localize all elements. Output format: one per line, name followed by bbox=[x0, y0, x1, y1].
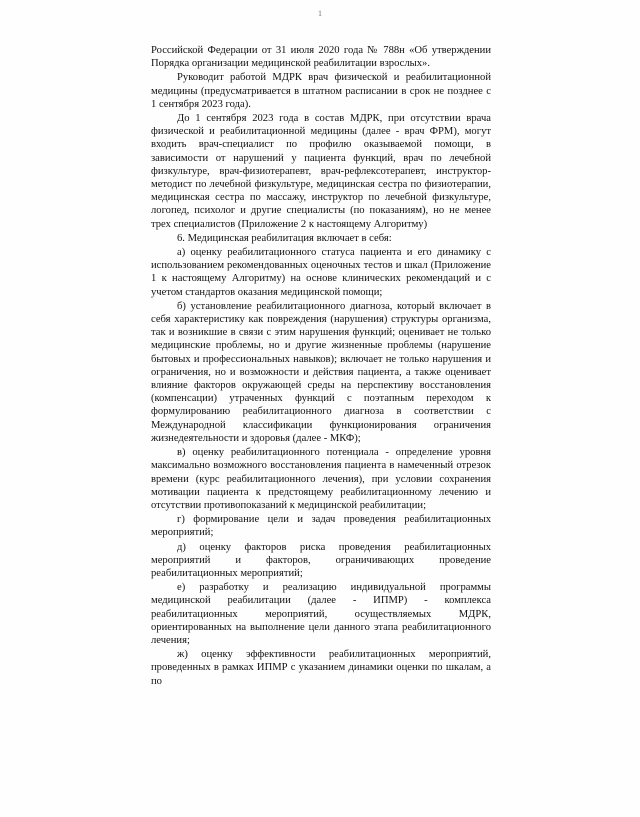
paragraph-item-zh: ж) оценку эффективности реабилитационных мероприятий, проведенных в рамках ИПМР с указанием динамики оценки по шкалам, а по bbox=[151, 649, 491, 687]
paragraph-order-reference: Российской Федерации от 31 июля 2020 года № 788н «Об утверждении Порядка организации медицинской реабилитации взрослых». bbox=[151, 45, 491, 70]
paragraph-item-d: д) оценку факторов риска проведения реабилитационных мероприятий и факторов, ограничивающих проведение реабилитационных мероприятий; bbox=[151, 541, 491, 579]
paragraph-item-a: а) оценку реабилитационного статуса пациента и его динамику с использованием рекомендованных оценочных тестов и шкал (Приложение 1 к настоящему Алгоритму) на основе клинических рекомендаций и с учетом стандартов оказания медицинской помощи; bbox=[151, 247, 491, 298]
paragraph-mdrk-composition: До 1 сентября 2023 года в состав МДРК, при отсутствии врача физической и реабилитационной медицины (далее - врач ФРМ), могут входить врач-специалист по профилю оказываемой помощи, в зависимости от нарушений у пациента функций, врач по лечебной физкультуре, врач-физиотерапевт, врач-рефлексотерапевт, инструктор-методист по лечебной физкультуре, медицинская сестра по физиотерапии, медицинская сестра по массажу, инструктор по лечебной физкультуре, логопед, психолог и другие специалисты (по показаниям), но не менее трех специалистов (Приложение 2 к настоящему Алгоритму) bbox=[151, 113, 491, 230]
paragraph-item-v: в) оценку реабилитационного потенциала - определение уровня максимально возможного восстановления пациента в намеченный отрезок времени (курс реабилитационного лечения), при условии сохранения мотивации пациента к предстоящему реабилитационному лечению и отсутствии противопоказаний к медицинской реабилитации; bbox=[151, 447, 491, 511]
document-body bbox=[151, 44, 491, 689]
paragraph-item-g: г) формирование цели и задач проведения реабилитационных мероприятий; bbox=[151, 514, 491, 539]
paragraph-item-b: б) установление реабилитационного диагноза, который включает в себя характеристику как повреждения (нарушения) структуры организма, так и возникшие в связи с этим нарушения функций; оценивает не только медицинские проблемы, но и другие жизненные проблемы (нарушение бытовых и профессиональных навыков); включает не только нарушения и ограничения, но и возможности и действия пациента, а также оценивает влияние факторов окружающей среды на перспективу восстановления (компенсации) утраченных функций с поэтапным переходом к формулированию реабилитационного диагноза в соответствии с Международной классификации функционирования ограничения жизнедеятельности и здоровья (далее - МКФ); bbox=[151, 300, 491, 444]
paragraph-mdrk-head: Руководит работой МДРК врач физической и реабилитационной медицины (предусматривается в штатном расписании в срок не позднее с 1 сентября 2023 года). bbox=[151, 72, 491, 110]
page-number: 1 bbox=[318, 9, 322, 18]
paragraph-item-e: е) разработку и реализацию индивидуальной программы медицинской реабилитации (далее - ИПМР) - комплекса реабилитационных мероприятий, осуществляемых МДРК, ориентированных на выполнение цели данного этапа реабилитационного лечения; bbox=[151, 582, 491, 646]
paragraph-section-6-heading: 6. Медицинская реабилитация включает в себя: bbox=[177, 232, 392, 244]
